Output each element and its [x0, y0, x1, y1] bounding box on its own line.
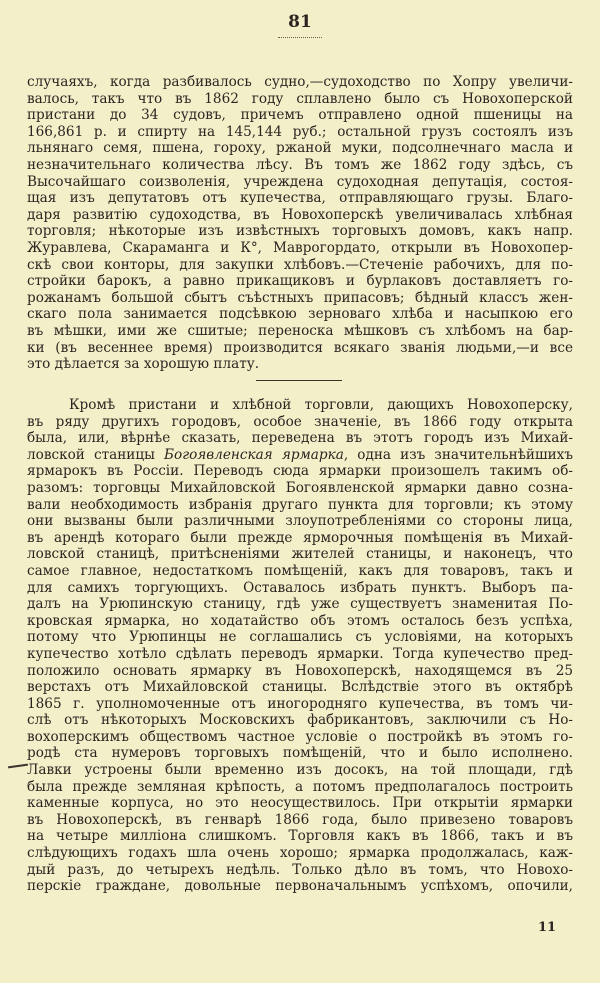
text-line: случаяхъ, когда разбивалось судно,—судоходство по Хопру увеличи-	[27, 74, 573, 90]
text-line: кровская ярмарка, но ходатайство объ этомъ осталось безъ успѣха,	[27, 612, 573, 629]
text-line: дый разъ, до четырехъ недѣль. Только дѣло въ томъ, что Новохо-	[27, 861, 573, 878]
text-line: перскіе граждане, довольные первоначальнымъ успѣхомъ, опочили,	[27, 878, 573, 895]
text-line: Высочайшаго соизволенія, учреждена судоходная депутація, состоя-	[27, 173, 573, 190]
text-segment: ловской станицы	[27, 446, 165, 463]
text-line: въ мѣшки, ими же сшитые; переноска мѣшковъ съ хлѣбомъ на бар-	[27, 322, 573, 339]
text-line: въ арендѣ котораго были прежде ярморочныя помѣщенія въ Михай-	[27, 529, 573, 546]
text-line: пристани до 34 судовъ, причемъ отправлено одной пшеницы на	[27, 107, 573, 124]
text-line: далъ на Урюпинскую станицу, гдѣ уже существуетъ знаменитая По-	[27, 596, 573, 613]
text-line	[27, 447, 573, 464]
text-line: каменные корпуса, но это неосуществилось. При открытіи ярмарки	[27, 795, 573, 812]
paragraph-2	[27, 397, 573, 895]
text-line: родѣ ста нумеровъ торговыхъ помѣщеній, что и было исполнено.	[27, 745, 573, 762]
text-line: въ Новохоперскѣ, въ генварѣ 1866 года, было привезено товаровъ	[27, 811, 573, 828]
text-line: щая изъ депутатовъ отъ купечества, отправляющаго грузы. Благо-	[27, 190, 573, 207]
text-line: незначительнаго количества лѣсу. Въ томъ же 1862 году здѣсь, съ	[27, 156, 573, 173]
text-line: Журавлева, Скараманга и К°, Маврогордато, открыли въ Новохопер-	[27, 239, 573, 256]
page-number-ornament	[278, 33, 322, 38]
text-line: Лавки устроены были временно изъ досокъ, на той площади, гдѣ	[27, 762, 573, 779]
section-divider	[256, 380, 342, 381]
text-line: рожанамъ большой сбытъ съѣстныхъ припасовъ; бѣдный классъ жен-	[27, 289, 573, 306]
paragraph-1	[27, 74, 573, 373]
fair-name-italic: Богоявленская ярмарка	[164, 446, 344, 463]
text-line: была, или, вѣрнѣе сказать, переведена въ этотъ городъ изъ Михай-	[27, 430, 573, 447]
text-line: самое главное, недостаткомъ помѣщеній, какъ для товаровъ, такъ и	[27, 562, 573, 579]
text-line: валось, такъ что въ 1862 году сплавлено было съ Новохоперской	[27, 90, 573, 107]
paragraph-2-rest	[27, 463, 573, 894]
text-line: на четыре милліона слишкомъ. Торговля какъ въ 1866, такъ и въ	[27, 828, 573, 845]
margin-pencil-mark	[8, 764, 28, 769]
text-line: въ ряду другихъ городовъ, особое значеніе, въ 1866 году открыта	[27, 413, 573, 430]
text-line: это дѣлается за хорошую плату.	[27, 356, 260, 373]
text-line: Кромѣ пристани и хлѣбной торговли, дающихъ Новохоперску,	[69, 397, 573, 413]
text-line: вохоперскимъ обществомъ частное условіе о постройкѣ въ этомъ го-	[27, 728, 573, 745]
signature-mark: 11	[538, 920, 557, 935]
text-line: положило основать ярмарку въ Новохоперскѣ, находящемся въ 25	[27, 662, 573, 679]
text-line: разомъ: торговцы Михайловской Богоявленской ярмарки давно созна-	[27, 479, 573, 496]
text-line: льнянаго семя, пшена, гороху, ржаной муки, подсолнечнаго масла и	[27, 140, 573, 157]
text-line: даря развитію судоходства, въ Новохоперскѣ увеличивалась хлѣбная	[27, 206, 573, 223]
text-line: верстахъ отъ Михайловской станицы. Вслѣдствіе этого въ октябрѣ	[27, 679, 573, 696]
text-line: ярмарокъ въ Россіи. Переводъ сюда ярмарки произошелъ такимъ об-	[27, 463, 573, 480]
text-line: скаго пола занимается подсѣвкою зерноваго хлѣба и насыпкою его	[27, 306, 573, 323]
page-number: 81	[288, 12, 312, 32]
text-line: они вызваны были различными злоупотребленіями со стороны лица,	[27, 513, 573, 530]
text-line: для самихъ торгующихъ. Оставалось избрать пунктъ. Выборъ па-	[27, 579, 573, 596]
text-line: торговля; нѣкоторые изъ извѣстныхъ торговыхъ домовъ, какъ напр.	[27, 223, 573, 240]
text-line: купечество хотѣло сдѣлать переводъ ярмарки. Тогда купечество пред-	[27, 645, 573, 662]
text-line: слѣдующихъ годахъ шла очень хорошо; ярмарка продолжалась, каж-	[27, 845, 573, 862]
text-line: 1865 г. уполномоченные отъ иногородняго купечества, въ томъ чи-	[27, 695, 573, 712]
text-line: вали необходимость избранія другаго пункта для торговли; къ этому	[27, 496, 573, 513]
text-line: потому что Урюпинцы не соглашались съ условіями, на которыхъ	[27, 629, 573, 646]
text-segment: , одна изъ значительнѣйшихъ	[343, 446, 573, 463]
text-line: слѣ отъ нѣкоторыхъ Московскихъ фабрикантовъ, заключили съ Но-	[27, 712, 573, 729]
text-line: стройки барокъ, а равно прикащиковъ и бурлаковъ доставляетъ го-	[27, 273, 573, 290]
text-line: ки (въ весеннее время) производится всякаго званія людьми,—и все	[27, 339, 573, 356]
text-line: ловской станицѣ, притѣсненіями жителей станицы, и наконецъ, что	[27, 546, 573, 563]
text-line: была прежде земляная крѣпость, а потомъ предполагалось построить	[27, 778, 573, 795]
text-line: скѣ свои конторы, для закупки хлѣбовъ.—Стеченіе рабочихъ, для по-	[27, 256, 573, 273]
text-line: 166,861 р. и спирту на 145,144 руб.; остальной грузъ состоялъ изъ	[27, 123, 573, 140]
